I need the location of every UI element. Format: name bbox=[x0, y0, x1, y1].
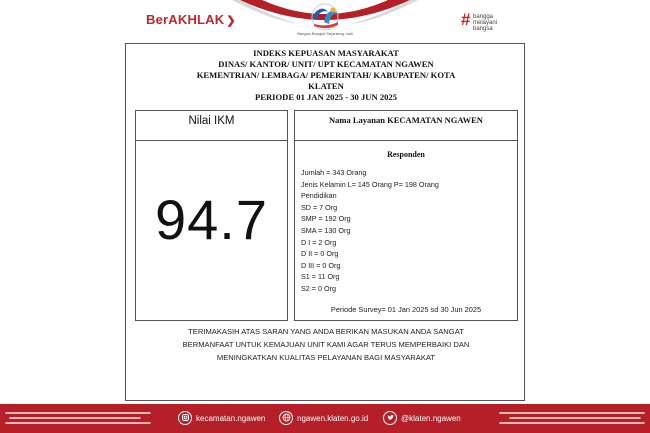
bangga-melayani-logo bbox=[461, 11, 521, 35]
berakhlak-text: BerAKHLAK bbox=[146, 12, 225, 27]
brand-word-3: bangsa bbox=[473, 26, 493, 32]
thanks-line: TERIMAKASIH ATAS SARAN YANG ANDA BERIKAN MASUKAN ANDA SANGAT bbox=[188, 327, 464, 336]
instagram-handle: kecamatan.ngawen bbox=[196, 414, 266, 423]
instagram-link[interactable] bbox=[178, 410, 265, 428]
berakhlak-logo bbox=[146, 12, 236, 27]
twitter-link[interactable] bbox=[383, 410, 461, 428]
thanks-message bbox=[126, 325, 526, 364]
list-item: D II = 0 Org bbox=[301, 249, 339, 259]
list-item: SD = 7 Org bbox=[301, 202, 338, 212]
ikm-value: 94.7 bbox=[155, 188, 268, 251]
globe-icon bbox=[279, 411, 293, 425]
title-line: DINAS/ KANTOR/ UNIT/ UPT KECAMATAN NGAWEN bbox=[218, 59, 434, 69]
footer bbox=[0, 404, 650, 433]
list-item: SMA = 130 Org bbox=[301, 225, 351, 235]
emblem-tagline: Bangsa Bangkit Sejanteng Jadi bbox=[297, 31, 353, 36]
list-item: Pendidikan bbox=[301, 191, 337, 201]
thanks-line: MENINGKATKAN KUALITAS PELAYANAN BAGI MASYARAKAT bbox=[216, 353, 436, 362]
list-item: SMP = 192 Org bbox=[301, 214, 351, 224]
ikm-label: Nilai IKM bbox=[188, 115, 235, 127]
thanks-line: BERMANFAAT UNTUK KEMAJUAN UNIT KAMI AGAR TERUS MEMPERBAIKI DAN bbox=[182, 340, 470, 349]
title-line: INDEKS KEPUASAN MASYARAKAT bbox=[253, 48, 399, 58]
title-line: KLATEN bbox=[308, 81, 344, 91]
berakhlak-chevron-icon: ❯ bbox=[226, 15, 236, 27]
header bbox=[0, 0, 650, 42]
ikm-value-box bbox=[135, 140, 288, 321]
ikm-header-box bbox=[135, 110, 288, 141]
ikm-card bbox=[125, 43, 525, 401]
emblem-icon bbox=[300, 2, 350, 32]
list-item: D III = 0 Org bbox=[301, 260, 341, 270]
title-line: PERIODE 01 JAN 2025 - 30 JUN 2025 bbox=[254, 92, 398, 102]
brand-word-1: bangga bbox=[473, 14, 494, 20]
hash-icon: # bbox=[461, 10, 471, 29]
emblem-logo bbox=[297, 2, 353, 38]
respondents-list bbox=[301, 167, 439, 295]
website-link[interactable] bbox=[279, 410, 368, 428]
twitter-handle: @klaten.ngawen bbox=[401, 414, 461, 423]
twitter-icon bbox=[383, 411, 397, 425]
respondents-title: Responden bbox=[387, 150, 425, 159]
list-item: Jumlah = 343 Orang bbox=[301, 168, 367, 177]
respondents-box bbox=[294, 140, 518, 321]
list-item: S2 = 0 Org bbox=[301, 283, 336, 293]
website-url: ngawen.klaten.go.id bbox=[297, 414, 369, 423]
list-item: Jenis Kelamin L= 145 Orang P= 198 Orang bbox=[301, 179, 439, 189]
instagram-icon bbox=[178, 411, 192, 425]
card-title bbox=[126, 48, 526, 103]
brand-word-2: melayani bbox=[473, 20, 498, 26]
title-line: KEMENTRIAN/ LEMBAGA/ PEMERINTAH/ KABUPATEN/ KOTA bbox=[196, 70, 456, 80]
list-item: S1 = 11 Org bbox=[301, 272, 340, 282]
service-label: Nama Layanan KECAMATAN NGAWEN bbox=[329, 115, 483, 125]
service-header-box bbox=[294, 110, 518, 141]
survey-period: Periode Survey= 01 Jan 2025 sd 30 Jun 2025 bbox=[330, 305, 482, 314]
list-item: D I = 2 Org bbox=[301, 237, 337, 247]
